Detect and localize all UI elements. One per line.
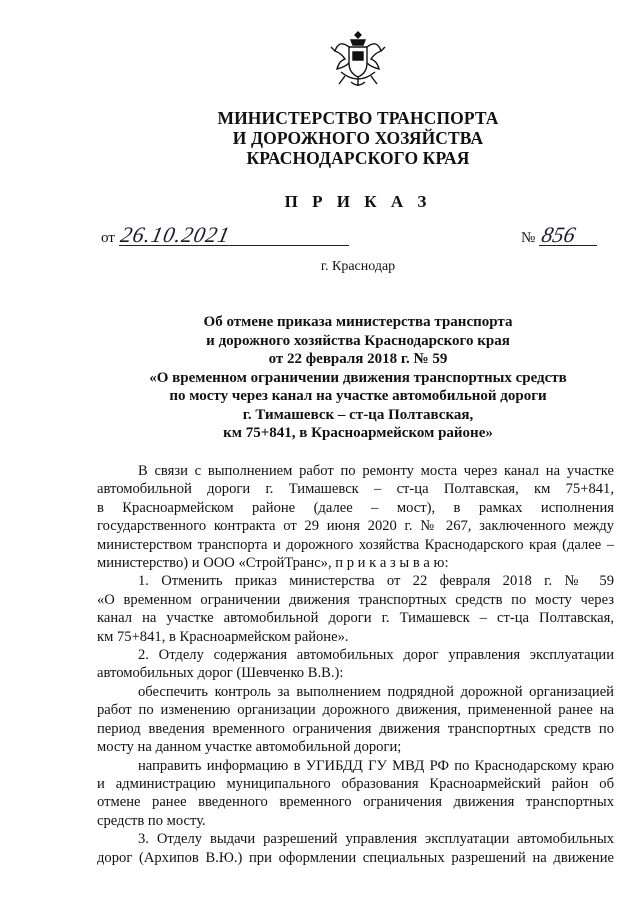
- order-date: 26.10.2021: [118, 222, 233, 247]
- body-line: отмене ранее введенного временного ограничения движения транспортных: [97, 794, 614, 811]
- date-prefix: от: [101, 230, 115, 246]
- subject-line: км 75+841, в Красноармейском районе»: [223, 425, 493, 441]
- subject-line: от 22 февраля 2018 г. № 59: [268, 351, 448, 367]
- body-line: период введения временного ограничения движения транспортных средств по: [97, 720, 614, 737]
- city: г. Краснодар: [320, 259, 396, 274]
- number-prefix: №: [521, 230, 536, 246]
- ministry-line: И ДОРОЖНОГО ХОЗЯЙСТВА: [232, 128, 484, 148]
- ministry-line: МИНИСТЕРСТВО ТРАНСПОРТА: [217, 108, 499, 128]
- body-line: автомобильной дороги г. Тимашевск – ст-ца Полтавская, км 75+841,: [97, 481, 614, 498]
- subject-line: г. Тимашевск – ст-ца Полтавская,: [242, 406, 474, 423]
- order-title: П Р И К А З: [284, 192, 432, 211]
- body-line: В связи с выполнением работ по ремонту моста через канал на участке: [138, 463, 614, 479]
- body-line: направить информацию в УГИБДД ГУ МВД РФ по Краснодарскому краю: [138, 757, 614, 774]
- body-line: канал на участке автомобильной дороги г. Тимашевск – ст-ца Полтавская,: [97, 610, 614, 627]
- body-line: в Красноармейском районе (далее – мост), в рамках исполнения: [97, 499, 614, 516]
- krasnodar-coat-of-arms-icon: [327, 28, 389, 92]
- subject-line: «О временном ограничении движения транспортных средств: [149, 369, 567, 386]
- body-line: 3. Отделу выдачи разрешений управления эксплуатации автомобильных: [138, 831, 614, 848]
- body-line: «О временном ограничении движения транспортных средств по мосту через: [97, 591, 614, 608]
- order-subject: [120, 313, 596, 443]
- ministry-line: КРАСНОДАРСКОГО КРАЯ: [246, 148, 470, 168]
- body-line: министерство) и ООО «СтройТранс», п р и к а з ы в а ю:: [97, 555, 449, 572]
- body-line: обеспечить контроль за выполнением подрядной дорожной организацией: [138, 683, 614, 700]
- body-line: дорог (Архипов В.Ю.) при оформлении специальных разрешений на движение: [97, 849, 614, 866]
- ministry-name: [120, 108, 596, 168]
- body-line: автомобильных дорог (Шевченко В.В.):: [97, 665, 344, 682]
- body-line: км 75+841, в Красноармейском районе».: [97, 628, 349, 645]
- body-line: работ по изменению организации дорожного движения, примененной ранее на: [97, 702, 614, 719]
- subject-line: Об отмене приказа министерства транспорта: [203, 314, 513, 330]
- date-number-row: [101, 222, 601, 250]
- subject-line: по мосту через канал на участке автомобильной дороги: [169, 388, 547, 404]
- order-body: [97, 462, 614, 867]
- order-number: 856: [539, 222, 578, 247]
- body-line: 1. Отменить приказ министерства от 22 февраля 2018 г. № 59: [138, 573, 614, 590]
- body-line: средств по мосту.: [97, 812, 206, 829]
- body-line: государственного контракта от 29 июня 2020 г. № 267, заключенного между: [97, 518, 614, 535]
- body-line: и администрацию муниципального образования Красноармейский район об: [97, 775, 614, 792]
- body-line: 2. Отделу содержания автомобильных дорог управления эксплуатации: [138, 647, 614, 664]
- body-line: министерством транспорта и дорожного хозяйства Краснодарского края (далее –: [97, 536, 614, 553]
- body-line: мосту на данном участке автомобильной дороги;: [97, 739, 402, 756]
- subject-line: и дорожного хозяйства Краснодарского края: [206, 332, 510, 349]
